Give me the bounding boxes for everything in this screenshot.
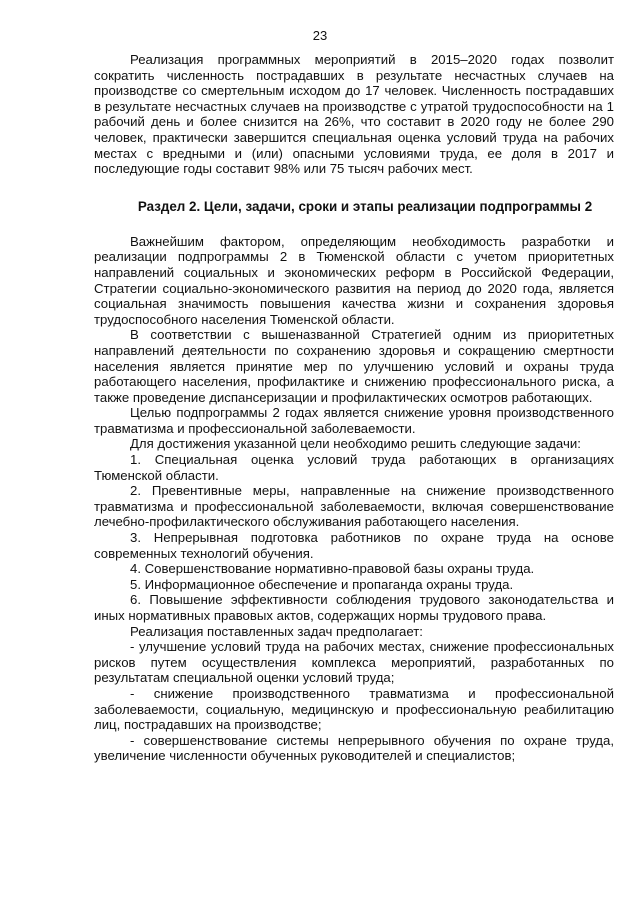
- heading-spacer-top: [94, 177, 614, 199]
- paragraph-goal: Целью подпрограммы 2 годах является снижение уровня производственного травматизма и профессиональной заболеваемости.: [94, 405, 614, 436]
- paragraph-tasks-intro: Для достижения указанной цели необходимо решить следующие задачи:: [130, 436, 581, 452]
- task-item-1: 1. Специальная оценка условий труда работающих в организациях Тюменской области.: [94, 452, 614, 483]
- task-item-3: 3. Непрерывная подготовка работников по охране труда на основе современных технологий обучения.: [94, 530, 614, 561]
- page-content: [94, 52, 614, 764]
- implementation-item-2: - снижение производственного травматизма и профессиональной заболеваемости, социальную, медицинскую и профессиональную реабилитацию лиц, пострадавших на производстве;: [94, 685, 614, 733]
- section-heading: Раздел 2. Цели, задачи, сроки и этапы реализации подпрограммы 2: [137, 198, 593, 214]
- heading-spacer-bottom: [94, 215, 614, 234]
- paragraph-factor: Важнейшим фактором, определяющим необходимость разработки и реализации подпрограммы 2 в Тюменской области с учетом приоритетных направлений социальных и экономических реформ в Российской Федерации, Стратегии социально-экономического развития на период до 2020 года, является социальная значимость повышения качества жизни и сохранения здоровья трудоспособного населения Тюменской области.: [94, 233, 614, 327]
- task-item-4: 4. Совершенствование нормативно-правовой базы охраны труда.: [130, 561, 535, 577]
- task-item-6: 6. Повышение эффективности соблюдения трудового законодательства и иных нормативных правовых актов, содержащих нормы трудового права.: [94, 592, 614, 623]
- implementation-item-1: - улучшение условий труда на рабочих местах, снижение профессиональных рисков путем осуществления комплекса мероприятий, разработанных по результатам специальной оценки условий труда;: [94, 639, 614, 686]
- page-number: 23: [312, 28, 328, 43]
- task-item-2: 2. Превентивные меры, направленные на снижение производственного травматизма и профессиональной заболеваемости, включая совершенствование лечебно-профилактического обслуживания работающего населения.: [94, 483, 614, 530]
- task-item-5: 5. Информационное обеспечение и пропаганда охраны труда.: [130, 576, 514, 592]
- paragraph-strategy: В соответствии с вышеназванной Стратегией одним из приоритетных направлений деятельности по сохранению здоровья и сокращению смертности населения является принятие мер по улучшению условий и охраны труда работающего населения, профилактике и снижению профессионального риска, а также проведение диспансеризации и профилактических осмотров работающих.: [94, 327, 614, 405]
- implementation-item-3: - совершенствование системы непрерывного обучения по охране труда, увеличение численности обученных руководителей и специалистов;: [94, 732, 614, 764]
- paragraph-implementation-intro: Реализация поставленных задач предполагает:: [130, 623, 423, 639]
- intro-paragraph: Реализация программных мероприятий в 2015–2020 годах позволит сократить численность пострадавших в результате несчастных случаев на производстве со смертельным исходом до 17 человек. Численность пострадавших в результате несчастных случаев на производстве с утратой трудоспособности на 1 рабочий день и более снизится на 26%, что составит в 2020 году не более 290 человек, практически завершится специальная оценка условий труда на рабочих местах с вредными и (или) опасными условиями труда, ее доля в 2017 и последующие годы составит 98% или 75 тысяч рабочих мест.: [94, 52, 614, 177]
